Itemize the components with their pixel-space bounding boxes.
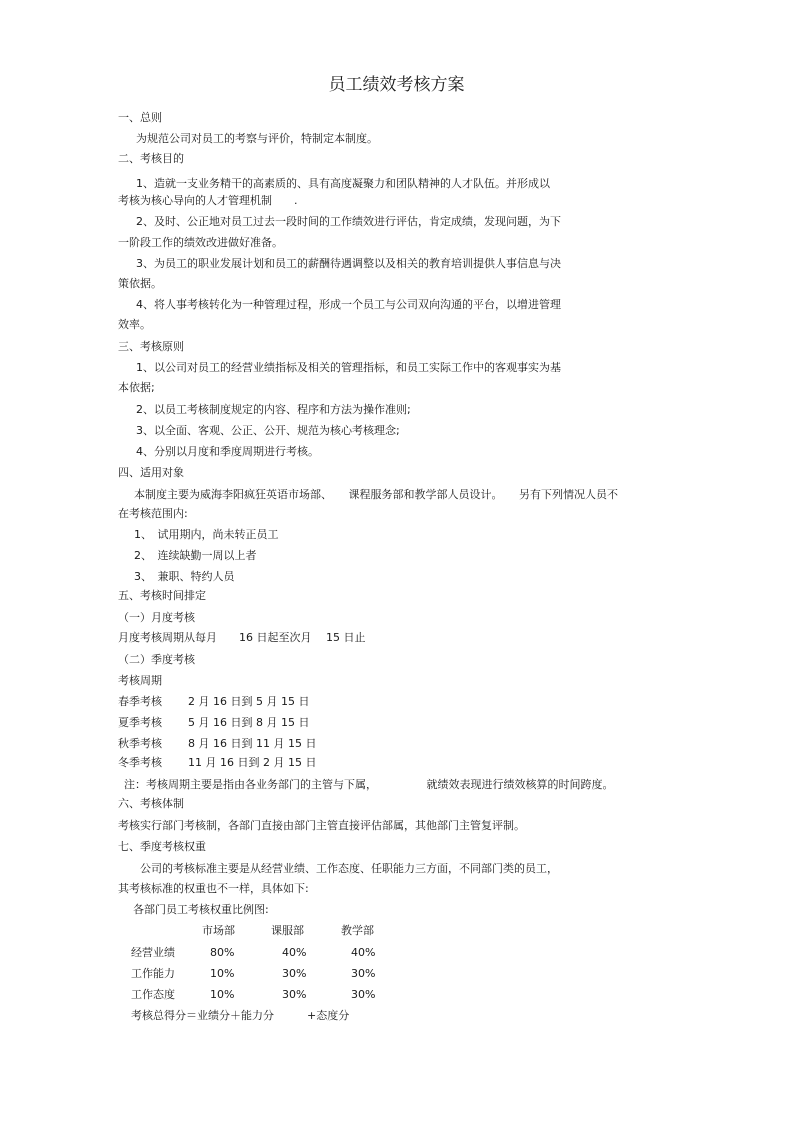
paragraph: 本制度主要为威海李阳疯狂英语市场部、 课程服务部和教学部人员设计。 另有下列情况人员不 [134, 488, 618, 501]
list-item: 4、分别以月度和季度周期进行考核。 [136, 445, 319, 458]
table-cell: 40% [351, 946, 376, 959]
exclusion-item: 2、 连续缺勤一周以上者 [134, 549, 257, 562]
list-item: 1、造就一支业务精干的高素质的、具有高度凝聚力和团队精神的人才队伍。并形成以 [136, 177, 550, 190]
season-name: 夏季考核 [118, 716, 162, 729]
season-range: 8 月 16 日到 11 月 15 日 [188, 737, 317, 750]
schedule-note: 注：考核周期主要是指由各业务部门的主管与下属， 就绩效表现进行绩效核算的时间跨度。 [124, 778, 614, 791]
exclusion-item: 1、 试用期内，尚未转正员工 [134, 528, 279, 541]
table-cell: 80% [210, 946, 235, 959]
document-title: 员工绩效考核方案 [328, 75, 465, 95]
table-header-cell: 教学部 [341, 924, 374, 937]
season-name: 秋季考核 [118, 737, 162, 750]
season-name: 冬季考核 [118, 756, 162, 769]
table-cell: 30% [351, 967, 376, 980]
paragraph: 为规范公司对员工的考察与评价，特制定本制度。 [136, 132, 378, 145]
section-heading-system: 六、考核体制 [118, 797, 184, 810]
table-cell: 30% [282, 967, 307, 980]
list-item: 2、以员工考核制度规定的内容、程序和方法为操作准则; [136, 403, 411, 416]
section-heading-scope: 四、适用对象 [118, 466, 184, 479]
list-item: 3、为员工的职业发展计划和员工的薪酬待遇调整以及相关的教育培训提供人事信息与决 [136, 257, 561, 270]
season-range: 2 月 16 日到 5 月 15 日 [188, 695, 310, 708]
table-header-cell: 课服部 [271, 924, 304, 937]
section-heading-weights: 七、季度考核权重 [118, 840, 206, 853]
period-label: 考核周期 [118, 674, 162, 687]
season-range: 11 月 16 日到 2 月 15 日 [188, 756, 317, 769]
section-heading-principles: 三、考核原则 [118, 340, 184, 353]
section-heading-general: 一、总则 [118, 111, 162, 124]
list-item: 1、以公司对员工的经营业绩指标及相关的管理指标，和员工实际工作中的客观事实为基 [136, 361, 561, 374]
paragraph: 考核实行部门考核制，各部门直接由部门主管直接评估部属，其他部门主管复评制。 [118, 819, 525, 832]
section-heading-purpose: 二、考核目的 [118, 152, 184, 165]
subsection-heading-monthly: （一）月度考核 [118, 611, 195, 624]
paragraph: 公司的考核标准主要是从经营业绩、工作态度、任职能力三方面，不同部门类的员工， [140, 862, 558, 875]
table-row-label: 经营业绩 [131, 946, 175, 959]
exclusion-item: 3、 兼职、特约人员 [134, 570, 235, 583]
list-item-continuation: 本依据; [118, 381, 155, 394]
table-cell: 30% [282, 988, 307, 1001]
table-header-cell: 市场部 [202, 924, 235, 937]
table-row-label: 工作能力 [131, 967, 175, 980]
score-formula: 考核总得分＝业绩分＋能力分 +态度分 [131, 1009, 350, 1022]
list-item-continuation: 一阶段工作的绩效改进做好准备。 [118, 236, 283, 249]
list-item: 4、将人事考核转化为一种管理过程，形成一个员工与公司双向沟通的平台，以增进管理 [136, 298, 561, 311]
table-row-label: 工作态度 [131, 988, 175, 1001]
table-cell: 40% [282, 946, 307, 959]
season-name: 春季考核 [118, 695, 162, 708]
list-item-continuation: 效率。 [118, 318, 151, 331]
section-heading-schedule: 五、考核时间排定 [118, 589, 206, 602]
paragraph-continuation: 在考核范围内: [118, 507, 188, 520]
monthly-period: 月度考核周期从每月 16 日起至次月 15 日止 [118, 631, 366, 644]
paragraph-continuation: 其考核标准的权重也不一样，具体如下: [118, 882, 309, 895]
season-range: 5 月 16 日到 8 月 15 日 [188, 716, 310, 729]
subsection-heading-quarterly: （二）季度考核 [118, 653, 195, 666]
list-item-continuation: 考核为核心导向的人才管理机制 . [118, 194, 298, 207]
list-item: 3、以全面、客观、公正、公开、规范为核心考核理念; [136, 424, 400, 437]
table-cell: 10% [210, 967, 235, 980]
table-cell: 30% [351, 988, 376, 1001]
table-caption: 各部门员工考核权重比例图: [133, 903, 269, 916]
table-cell: 10% [210, 988, 235, 1001]
list-item-continuation: 策依据。 [118, 277, 162, 290]
list-item: 2、及时、公正地对员工过去一段时间的工作绩效进行评估，肯定成绩，发现问题，为下 [136, 215, 561, 228]
